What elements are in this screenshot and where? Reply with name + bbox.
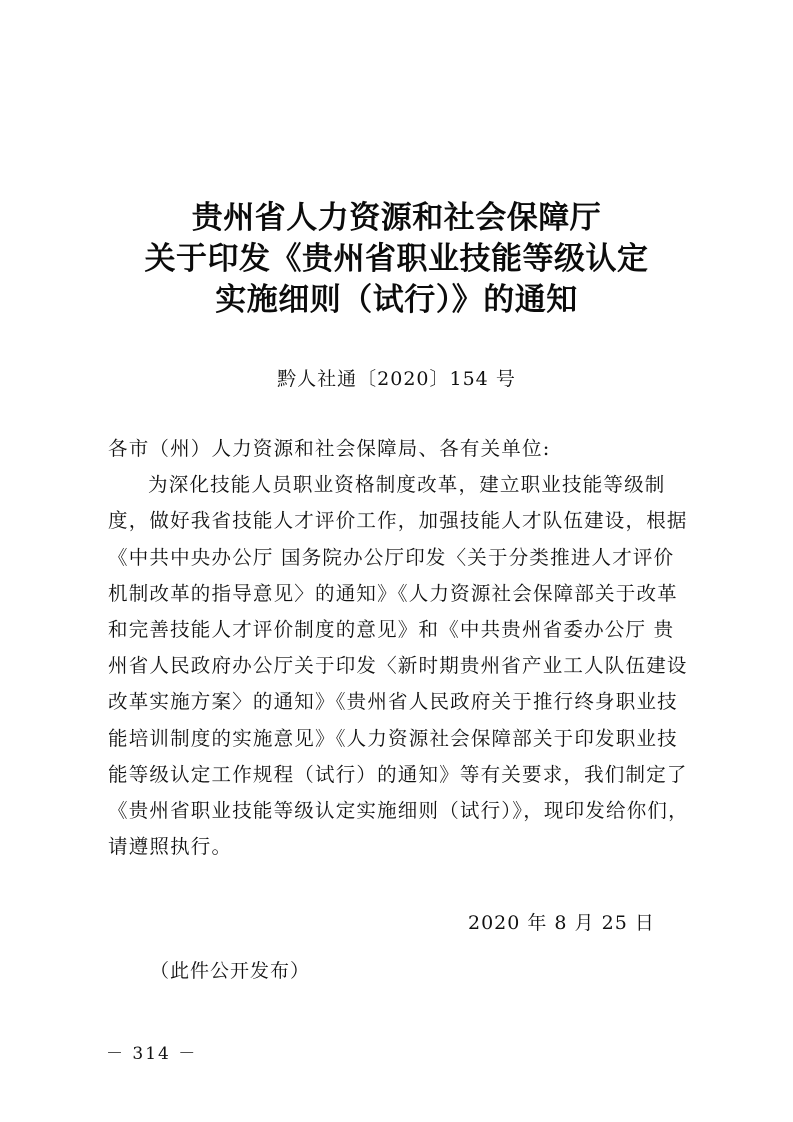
publish-note: （此件公开发布） xyxy=(150,960,311,982)
body-line: 改革实施方案〉的通知》《贵州省人民政府关于推行终身职业技 xyxy=(108,690,678,714)
title-line-1: 贵州省人力资源和社会保障厅 xyxy=(191,200,602,236)
body-line: 《贵州省职业技能等级认定实施细则（试行）》，现印发给你们， xyxy=(108,799,689,823)
document-number: 黔人社通〔2020〕154 号 xyxy=(277,368,516,390)
body-line: 度，做好我省技能人才评价工作，加强技能人才队伍建设，根据 xyxy=(108,509,688,533)
body-line: 州省人民政府办公厅关于印发〈新时期贵州省产业工人队伍建设 xyxy=(108,654,688,678)
body-line: 能等级认定工作规程（试行）的通知》等有关要求，我们制定了 xyxy=(108,762,688,786)
document-body xyxy=(108,431,689,865)
body-line: 能培训制度的实施意见》《人力资源社会保障部关于印发职业技 xyxy=(108,726,678,750)
body-line: 请遵照执行。 xyxy=(108,835,233,859)
document-title xyxy=(0,198,793,321)
issue-date: 2020 年 8 月 25 日 xyxy=(468,912,655,934)
salutation: 各市（州）人力资源和社会保障局、各有关单位: xyxy=(108,437,551,460)
title-line-2: 关于印发《贵州省职业技能等级认定 xyxy=(144,241,649,277)
body-line: 为深化技能人员职业资格制度改革，建立职业技能等级制 xyxy=(148,473,666,497)
title-line-3: 实施细则（试行）》的通知 xyxy=(215,282,578,318)
page-number: － 314 － xyxy=(106,1044,198,1064)
body-line: 和完善技能人才评价制度的意见》和《中共贵州省委办公厅 贵 xyxy=(108,618,675,642)
body-line: 《中共中央办公厅 国务院办公厅印发〈关于分类推进人才评价 xyxy=(108,545,675,569)
body-line: 机制改革的指导意见〉的通知》《人力资源社会保障部关于改革 xyxy=(108,581,678,605)
